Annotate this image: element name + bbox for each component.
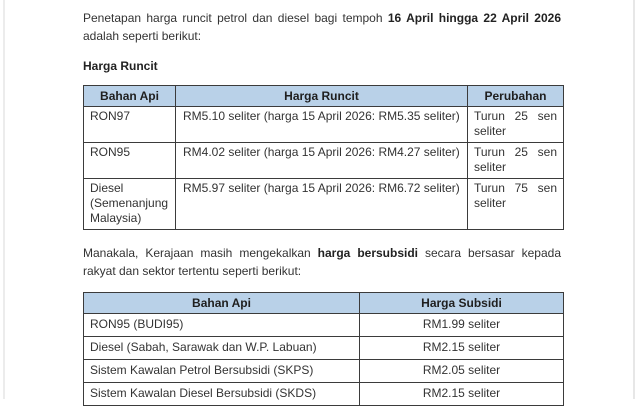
- table-row-skps: [84, 360, 564, 383]
- table-row-skds: [84, 383, 564, 406]
- intro-paragraph: [83, 9, 561, 45]
- retail-section-heading: Harga Runcit: [83, 59, 158, 73]
- fuel-name-cell: Diesel (Semenanjung Malaysia): [84, 179, 176, 230]
- fuel-name-cell: Sistem Kawalan Petrol Bersubsidi (SKPS): [84, 360, 360, 383]
- retail-table-header-row: [84, 86, 564, 107]
- price-change-cell: Turun 75 sen seliter: [468, 179, 564, 230]
- subsidy-price-cell: RM1.99 seliter: [360, 314, 564, 337]
- page-edge-left: [3, 0, 5, 399]
- table-row-ron95: [84, 143, 564, 179]
- subsidy-price-cell: RM2.05 seliter: [360, 360, 564, 383]
- subsidy-text-after: secara bersasar kepada rakyat dan sektor tertentu seperti berikut:: [83, 246, 561, 278]
- subsidy-bold-text: harga bersubsidi: [317, 246, 418, 260]
- price-change-cell: Turun 25 sen seliter: [468, 143, 564, 179]
- table-row-ron97: [84, 107, 564, 143]
- column-header-bahan-api: Bahan Api: [84, 293, 360, 314]
- column-header-bahan-api: Bahan Api: [84, 86, 176, 107]
- retail-price-cell: RM5.10 seliter (harga 15 April 2026: RM5.35 seliter): [176, 107, 468, 143]
- fuel-name-cell: Sistem Kawalan Diesel Bersubsidi (SKDS): [84, 383, 360, 406]
- fuel-name-cell: Diesel (Sabah, Sarawak dan W.P. Labuan): [84, 337, 360, 360]
- subsidy-text-before: Manakala, Kerajaan masih mengekalkan: [83, 246, 318, 260]
- column-header-harga-subsidi: Harga Subsidi: [360, 293, 564, 314]
- column-header-harga-runcit: Harga Runcit: [176, 86, 468, 107]
- page-edge-right: [633, 0, 635, 399]
- period-range-bold: 16 April hingga 22 April 2026: [387, 11, 561, 25]
- retail-price-cell: RM4.02 seliter (harga 15 April 2026: RM4.27 seliter): [176, 143, 468, 179]
- retail-price-table: [83, 85, 564, 230]
- fuel-name-cell: RON95: [84, 143, 176, 179]
- table-row-diesel-east: [84, 337, 564, 360]
- fuel-name-cell: RON95 (BUDI95): [84, 314, 360, 337]
- subsidy-price-table: [83, 292, 564, 406]
- fuel-name-cell: RON97: [84, 107, 176, 143]
- table-row-budi95: [84, 314, 564, 337]
- price-change-cell: Turun 25 sen seliter: [468, 107, 564, 143]
- subsidy-price-cell: RM2.15 seliter: [360, 337, 564, 360]
- document-content: [83, 9, 561, 406]
- subsidy-price-cell: RM2.15 seliter: [360, 383, 564, 406]
- intro-text-before: Penetapan harga runcit petrol dan diesel bagi tempoh: [83, 11, 388, 25]
- subsidy-table-header-row: [84, 293, 564, 314]
- retail-price-cell: RM5.97 seliter (harga 15 April 2026: RM6.72 seliter): [176, 179, 468, 230]
- intro-text-after: adalah seperti berikut:: [83, 29, 202, 43]
- subsidy-intro-paragraph: [83, 244, 561, 280]
- table-row-diesel: [84, 179, 564, 230]
- column-header-perubahan: Perubahan: [468, 86, 564, 107]
